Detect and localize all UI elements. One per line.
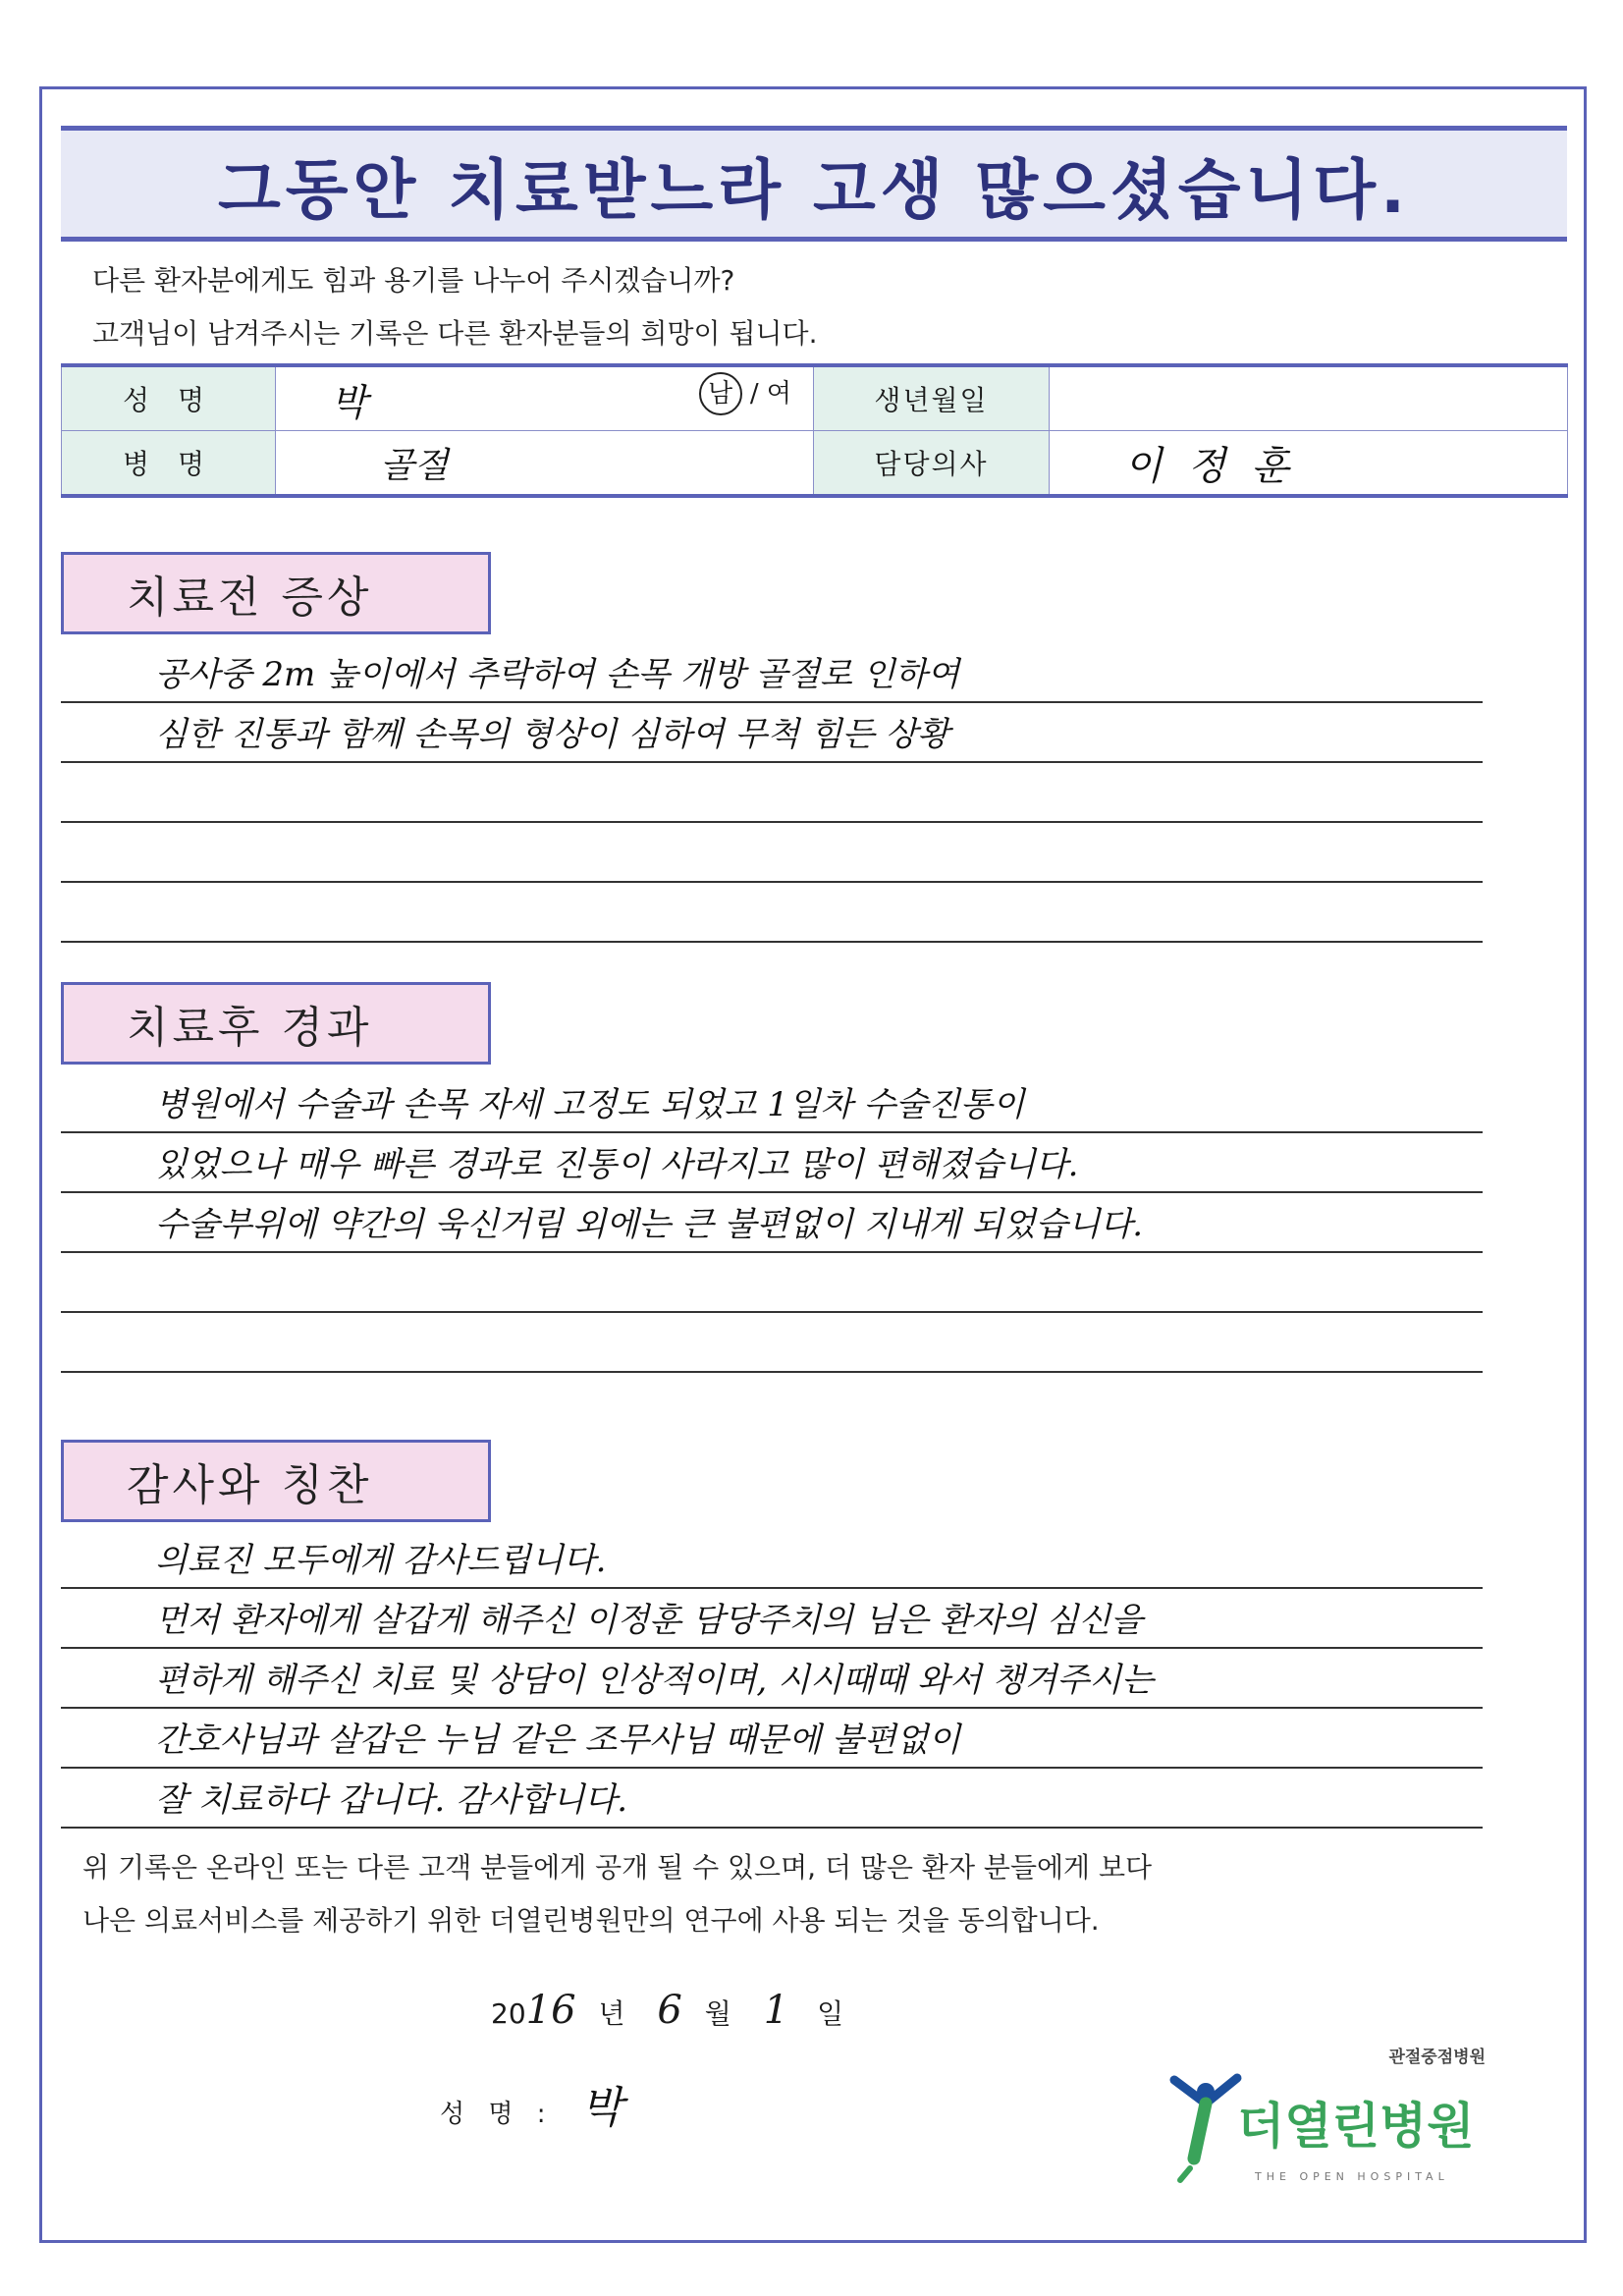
gender-male-circled: 남 (699, 372, 742, 415)
section-heading-before-treatment: 치료전 증상 (61, 552, 491, 634)
logo-figure-icon (1174, 2078, 1237, 2180)
page-title: 그동안 치료받느라 고생 많으셨습니다. (217, 151, 1411, 228)
section-heading-after-treatment: 치료후 경과 (61, 982, 491, 1065)
logo-tagline: 관절중점병원 (1388, 2048, 1486, 2067)
section-heading-thanks: 감사와 칭찬 (61, 1440, 491, 1522)
handwritten-line: 잘 치료하다 갑니다. 감사합니다. (61, 1769, 1483, 1829)
date-field (491, 1988, 843, 2033)
doctor-value: 이정훈 (1124, 443, 1315, 489)
section-lines-after-treatment (61, 1073, 1483, 1373)
date-year-prefix: 20 (491, 1997, 526, 2030)
handwritten-line: 먼저 환자에게 살갑게 해주신 이정훈 담당주치의 님은 환자의 심신을 (61, 1589, 1483, 1649)
patient-info-table (61, 363, 1568, 498)
handwritten-line: 공사중 2m 높이에서 추락하여 손목 개방 골절로 인하여 (61, 643, 1483, 703)
date-year: 16 (525, 1988, 576, 2033)
handwritten-line (61, 823, 1483, 883)
handwritten-line: 편하게 해주신 치료 및 상담이 인상적이며, 시시때때 와서 챙겨주시는 (61, 1649, 1483, 1709)
gender-selection (699, 372, 791, 415)
signature-field (440, 2072, 622, 2135)
consent-line-1: 위 기록은 온라인 또는 다른 고객 분들에게 공개 될 수 있으며, 더 많은 환자 분들에게 보다 (82, 1851, 1153, 1884)
date-month: 6 (657, 1988, 682, 2033)
handwritten-line: 병원에서 수술과 손목 자세 고정도 되었고 1일차 수술진통이 (61, 1073, 1483, 1133)
handwritten-line: 심한 진통과 함께 손목의 형상이 심하여 무척 힘든 상황 (61, 703, 1483, 763)
birth-label: 생년월일 (814, 365, 1050, 431)
name-cell (276, 365, 814, 431)
gender-separator: / (749, 378, 759, 409)
hospital-logo (1157, 2043, 1490, 2190)
name-label: 성 명 (62, 365, 276, 431)
signature-label: 성 명 : (440, 2100, 554, 2129)
title-banner (61, 126, 1567, 242)
handwritten-line (61, 763, 1483, 823)
handwritten-line: 수술부위에 약간의 욱신거림 외에는 큰 불편없이 지내게 되었습니다. (61, 1193, 1483, 1253)
date-year-unit: 년 (598, 1997, 625, 2030)
handwritten-line: 간호사님과 살갑은 누님 같은 조무사님 때문에 불편없이 (61, 1709, 1483, 1769)
intro-line-1: 다른 환자분에게도 힘과 용기를 나누어 주시겠습니까? (92, 264, 735, 297)
signature-value: 박 (580, 2083, 623, 2133)
birth-value (1050, 365, 1568, 431)
date-month-unit: 월 (704, 1997, 731, 2030)
handwritten-line (61, 883, 1483, 943)
date-day: 1 (763, 1988, 789, 2033)
logo-english: THE OPEN HOSPITAL (1255, 2170, 1449, 2183)
handwritten-line (61, 1253, 1483, 1313)
handwritten-line (61, 1313, 1483, 1373)
disease-cell (276, 431, 814, 497)
section-lines-thanks (61, 1529, 1483, 1829)
handwritten-line: 의료진 모두에게 감사드립니다. (61, 1529, 1483, 1589)
doctor-label: 담당의사 (814, 431, 1050, 497)
date-day-unit: 일 (817, 1997, 844, 2030)
disease-value: 골절 (380, 445, 449, 486)
consent-line-2: 나은 의료서비스를 제공하기 위한 더열린병원만의 연구에 사용 되는 것을 동의합니다. (82, 1904, 1100, 1937)
logo-name: 더열린병원 (1237, 2098, 1475, 2155)
doctor-cell (1050, 431, 1568, 497)
disease-label: 병 명 (62, 431, 276, 497)
section-lines-before-treatment (61, 643, 1483, 943)
intro-line-2: 고객님이 남겨주시는 기록은 다른 환자분들의 희망이 됩니다. (92, 317, 818, 350)
name-value: 박 (331, 380, 367, 424)
handwritten-line: 있었으나 매우 빠른 경과로 진통이 사라지고 많이 편해졌습니다. (61, 1133, 1483, 1193)
gender-female: 여 (766, 378, 791, 409)
